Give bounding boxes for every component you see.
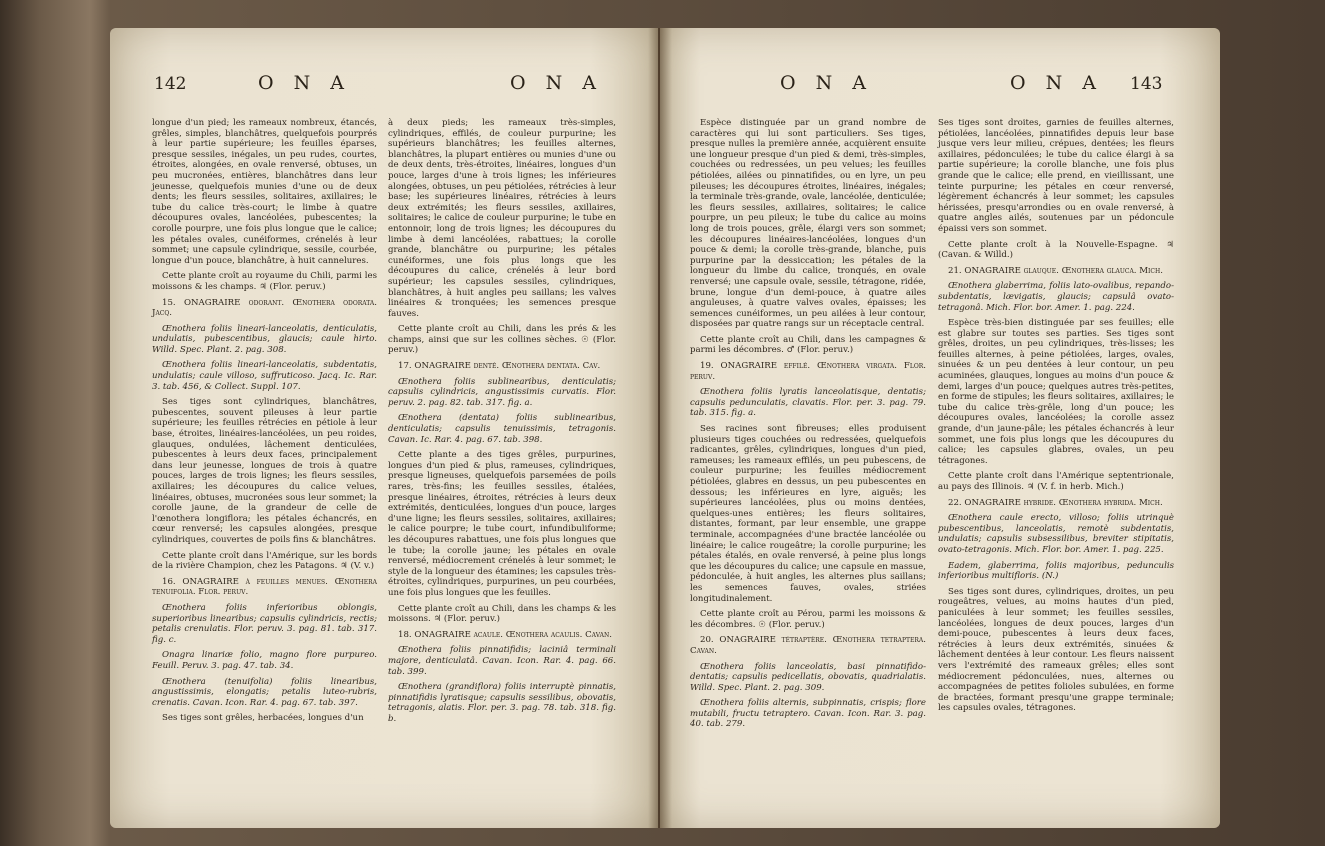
latin-diagnosis: Œnothera foliis lineari-lanceolatis, subdentatis, undulatis; caule villoso, suffruticoso. Jacq. Ic. Rar. 3. tab. 456, & Collect. Suppl. 107. <box>152 360 377 392</box>
left-column-2 <box>388 118 616 729</box>
species-heading: 16. ONAGRAIRE à feuilles menues. Œnothera tenuifolia. Flor. peruv. <box>152 576 377 598</box>
species-heading: 20. ONAGRAIRE tétraptère. Œnothera tetraptera. Cavan. <box>690 635 926 656</box>
latin-diagnosis: Œnothera foliis sublinearibus, denticulatis; capsulis cylindricis, angustissimis curvatis. Flor. peruv. 2. pag. 82. tab. 317. fig. a. <box>388 376 616 408</box>
left-running-head-2: O N A <box>510 72 604 94</box>
latin-diagnosis: Œnothera foliis pinnatifidis; laciniâ terminali majore, denticulatâ. Cavan. Icon. Rar. 4. pag. 66. tab. 399. <box>388 645 616 677</box>
paragraph: Cette plante croît au Chili, dans les campagnes & parmi les décombres. ♂ (Flor. peruv.) <box>690 334 926 356</box>
paragraph: Cette plante croît à la Nouvelle-Espagne. ♃ (Cavan. & Willd.) <box>938 239 1174 261</box>
right-column-1 <box>690 118 926 735</box>
paragraph: Cette plante croît au royaume du Chili, parmi les moissons & les champs. ♃ (Flor. peruv.) <box>152 271 377 292</box>
latin-diagnosis: Œnothera (tenuifolia) foliis linearibus, angustissimis, elongatis; petalis luteo-rubris, crenatis. Cavan. Icon. Rar. 4. pag. 67. tab. 397. <box>152 676 377 708</box>
paragraph: Ses racines sont fibreuses; elles produisent plusieurs tiges couchées ou redressées, quelquefois radicantes, grêles, cylindriques, longues d'un pied, rameuses; les rameaux effilés, un peu pubescens, de couleur purpurine; les feuilles médiocrement pétiolées, glabres en dessus, un peu pubescentes en dessous; les inférieures en lyre, aiguës; les supérieures lancéolées, plus ou moins dentées, quelques-unes entières; les fleurs solitaires, distantes, formant, par leur ensemble, une grappe terminale, accompagnées d'une bractée lancéolée ou linéaire; le calice rougeâtre; la corolle purpurine; les pétales étalés, en ovale renversé, à peine plus longs que les découpures du calice; une capsule en massue, pédonculée, à huit angles, les alternes plus saillans; les semences fauves, ovales, striées longitudinalement. <box>690 424 926 604</box>
paragraph: Espèce très-bien distinguée par ses feuilles; elle est glabre sur toutes ses parties. Ses tiges sont grêles, droites, un peu cylindriques, très-lisses; les feuilles alternes, à peine pétiolées, larges, ovales, sinuées & un peu dentées à leur contour, un peu acuminées, glauques, longues au moins d'un pouce & demi, larges d'un pouce; quelques autres très-petites, en forme de stipules; les fleurs solitaires, axillaires; le tube du calice très-grêle, long d'un pouce; les découpures ovales, lancéolées; la corolle assez grande, d'un jaune-pâle; les pétales échancrés à leur sommet, une fois plus longs que les découpures du calice; les capsules glabres, ovales, un peu tétragones. <box>938 318 1174 466</box>
right-running-head-2: O N A <box>1010 72 1104 94</box>
book-gutter <box>648 28 672 828</box>
species-heading: 19. ONAGRAIRE effilé. Œnothera virgata. Flor. peruv. <box>690 361 926 382</box>
latin-diagnosis: Œnothera (dentata) foliis sublinearibus, denticulatis; capsulis tenuissimis, tetragonis. Cavan. Ic. Rar. 4. pag. 67. tab. 398. <box>388 413 616 445</box>
species-heading: 22. ONAGRAIRE hybride. Œnothera hybrida. Mich. <box>948 497 1163 508</box>
paragraph: longue d'un pied; les rameaux nombreux, étancés, grêles, simples, blanchâtres, quelquefois pourprés à leur partie supérieure; les feuilles éparses, presque sessiles, inégales, un peu rudes, courtes, étroites, alongées, en ovale renversé, obtuses, un peu mucronées, entières, blanchâtres dans leur jeunesse, quelquefois munies d'une ou de deux dents; les fleurs sessiles, solitaires, axillaires; le tube du calice très-court; le limbe à quatre découpures ovales, lancéolées, pubescentes; la corolle pourpre, une fois plus longue que le calice; les pétales ovales, cunéiformes, crénelés à leur sommet; une capsule cylindrique, sessile, courbée, longue d'un pouce, blanchâtre, à huit cannelures. <box>152 118 377 266</box>
latin-diagnosis: Onagra linariæ folio, magno flore purpureo. Feuill. Peruv. 3. pag. 47. tab. 34. <box>152 650 377 671</box>
species-heading: 18. ONAGRAIRE acaule. Œnothera acaulis. Cavan. <box>398 629 612 640</box>
species-heading: 21. ONAGRAIRE glauque. Œnothera glauca. Mich. <box>948 265 1163 276</box>
right-page-number: 143 <box>1130 74 1163 94</box>
paragraph: Cette plante croît dans l'Amérique, sur les bords de la rivière Champion, chez les Patagons. ♃ (V. v.) <box>152 550 377 572</box>
latin-diagnosis: Œnothera foliis lanceolatis, basi pinnatifido-dentatis; capsulis pedicellatis, obovatis, quadrialatis. Willd. Spec. Plant. 2. pag. 309. <box>690 661 926 693</box>
paragraph: Ses tiges sont dures, cylindriques, droites, un peu rougeâtres, velues, au moins hautes d'un pied, paniculées à leur sommet; les feuilles sessiles, lancéolées, longues de deux pouces, larges d'un demi-pouce, pubescentes à leurs deux faces, rétrécies à leurs deux extrémités, sinuées & lâchement dentées à leur contour. Les fleurs naissent vers l'extrémité des rameaux grêles; elles sont médiocrement pédonculées, nues, alternes ou accompagnées de petites folioles subulées, en forme de bractées, formant presqu'une grappe terminale; les capsules ovales, tétragones. <box>938 586 1174 714</box>
latin-diagnosis: Eadem, glaberrima, foliis majoribus, pedunculis inferioribus multifloris. (N.) <box>938 560 1174 582</box>
latin-diagnosis: Œnothera foliis inferioribus oblongis, superioribus linearibus; capsulis cylindricis, rectis; petalis crenulatis. Flor. peruv. 3. pag. 81. tab. 317. fig. c. <box>152 602 377 645</box>
left-page <box>110 28 658 828</box>
right-running-head-1: O N A <box>780 72 874 94</box>
latin-diagnosis: Œnothera foliis alternis, subpinnatis, crispis; flore mutabili, fructu tetraptero. Cavan. Icon. Rar. 3. pag. 40. tab. 279. <box>690 698 926 730</box>
paragraph: Ses tiges sont grêles, herbacées, longues d'un <box>162 713 364 724</box>
right-page <box>660 28 1220 828</box>
paragraph: à deux pieds; les rameaux très-simples, cylindriques, effilés, de couleur purpurine; les supérieurs blanchâtres; les feuilles alternes, blanchâtres, la plupart entières ou munies d'une ou de deux dents, très-étroites, linéaires, longues d'un pouce, larges d'une à trois lignes; les inférieures alongées, obtuses, un peu pétiolées, rétrécies à leur base; les supérieures linéaires, rétrécies à leurs deux extrémités; les fleurs sessiles, axillaires, solitaires; le calice de couleur purpurine; le tube en entonnoir, long de trois lignes; les découpures du limbe à demi lancéolées, rabattues; la corolle grande, blanchâtre ou purpurine; les pétales cunéiformes, une fois plus longs que les découpures du calice, crénelés à leur bord supérieur; les capsules sessiles, cylindriques, blanchâtres, à huit angles peu saillans; les valves linéaires & tronquées; les semences presque fauves. <box>388 118 616 319</box>
left-running-head-1: O N A <box>258 72 352 94</box>
paragraph: Cette plante croît au Chili, dans les prés & les champs, ainsi que sur les collines sèches. ☉ (Flor. peruv.) <box>388 324 616 356</box>
left-page-number: 142 <box>154 74 187 94</box>
paragraph: Ses tiges sont droites, garnies de feuilles alternes, pétiolées, lancéolées, pinnatifides depuis leur base jusque vers leur milieu, crépues, dentées; les fleurs axillaires, pédonculées; le tube du calice élargi à sa partie supérieure; la corolle blanche, une fois plus grande que le calice; elle prend, en vieillissant, une teinte purpurine; les pétales en cœur renversé, légèrement échancrés à leur sommet; les capsules hérissées, presqu'arrondies ou en ovale renversé, à quatre angles ailés, soutenues par un pédoncule épaissi vers son sommet. <box>938 118 1174 234</box>
left-column-1 <box>152 118 377 729</box>
latin-diagnosis: Œnothera foliis lyratis lanceolatisque, dentatis; capsulis pedunculatis, clavatis. Flor. per. 3. pag. 79. tab. 315. fig. a. <box>690 387 926 419</box>
paragraph: Cette plante croît dans l'Amérique septentrionale, au pays des Illinois. ♃ (V. f. in herb. Mich.) <box>938 471 1174 492</box>
paragraph: Ses tiges sont cylindriques, blanchâtres, pubescentes, souvent pileuses à leur partie supérieure; les feuilles rétrécies en pétiole à leur base, étroites, linéaires-lancéolées, un peu roides, glauques, ondulées, lâchement denticulées, pubescentes à leurs deux faces, principalement dans leur jeunesse, longues de trois à quatre pouces, larges de trois lignes; les fleurs sessiles, axillaires; les découpures du calice velues, linéaires, obtuses, mucronées sous leur sommet; la corolle jaune, de la grandeur de celle de l'œnothera longiflora; les pétales échancrés, en cœur renversé; les capsules alongées, presque cylindriques, couvertes de poils fins & blanchâtres. <box>152 397 377 545</box>
latin-diagnosis: Œnothera (grandiflora) foliis interruptè pinnatis, pinnatifidis lyratisque; capsulis sessilibus, obovatis, tetragonis, alatis. Flor. per. 3. pag. 78. tab. 318. fig. b. <box>388 682 616 724</box>
paragraph: Cette plante croît au Pérou, parmi les moissons & les décombres. ☉ (Flor. peruv.) <box>690 609 926 630</box>
latin-diagnosis: Œnothera caule erecto, villoso; foliis utrinquè pubescentibus, lanceolatis, remotè subdentatis, undulatis; capsulis subsessilibus, breviter stipitatis, ovato-tetragonis. Mich. Flor. bor. Amer. 1. pag. 225. <box>938 513 1174 555</box>
right-column-2 <box>938 118 1174 719</box>
species-heading: 17. ONAGRAIRE denté. Œnothera dentata. Cav. <box>398 361 601 372</box>
latin-diagnosis: Œnothera foliis lineari-lanceolatis, denticulatis, undulatis, pubescentibus, glaucis; caule hirto. Willd. Spec. Plant. 2. pag. 308. <box>152 323 377 355</box>
paragraph: Espèce distinguée par un grand nombre de caractères qui lui sont particuliers. Ses tiges, presque nulles la première année, acquièrent ensuite une longueur presque d'un pied & demi, très-simples, couchées ou redressées, un peu velues; les feuilles pétiolées, ailées ou pinnatifides, ou en lyre, un peu pileuses; les découpures étroites, linéaires, inégales; la terminale très-grande, ovale, lancéolée, denticulée; les fleurs sessiles, axillaires, solitaires; le calice pourpre, un peu pileux; le tube du calice au moins long de trois pouces, grêle, élargi vers son sommet; les découpures linéaires-lancéolées, longues d'un pouce & demi; la corolle très-grande, blanche, puis purpurine par la dessiccation; les pétales de la longueur du limbe du calice, tronqués, en ovale renversé; une capsule ovale, sessile, tétragone, ridée, brune, longue d'un demi-pouce, à quatre ailes anguleuses, à quatre valves ovales, épaisses; les semences cunéiformes, un peu ailées à leur contour, disposées par quatre rangs sur un réceptacle central. <box>690 118 926 330</box>
paragraph: Cette plante a des tiges grêles, purpurines, longues d'un pied & plus, rameuses, cylindriques, presque ligneuses, quelquefois parsemées de poils rares, très-fins; les feuilles sessiles, étalées, presque linéaires, étroites, rétrécies à leurs deux extrémités, denticulées, longues d'un pouce, larges d'une ligne; les fleurs sessiles, solitaires, axillaires; le calice pourpre; le tube court, infundibuliforme; les découpures rabattues, une fois plus longues que le tube; la corolle jaune; les pétales en ovale renversé, médiocrement crénelés à leur sommet; le style de la longueur des étamines; les capsules très-étroites, cylindriques, purpurines, un peu courbées, une fois plus longues que les feuilles. <box>388 450 616 598</box>
latin-diagnosis: Œnothera glaberrima, foliis lato-ovalibus, repando-subdentatis, lævigatis, glaucis; capsulâ ovato-tetragonâ. Mich. Flor. bor. Amer. 1. pag. 224. <box>938 281 1174 313</box>
species-heading: 15. ONAGRAIRE odorant. Œnothera odorata. Jacq. <box>152 297 377 319</box>
paragraph: Cette plante croît au Chili, dans les champs & les moissons. ♃ (Flor. peruv.) <box>388 603 616 625</box>
